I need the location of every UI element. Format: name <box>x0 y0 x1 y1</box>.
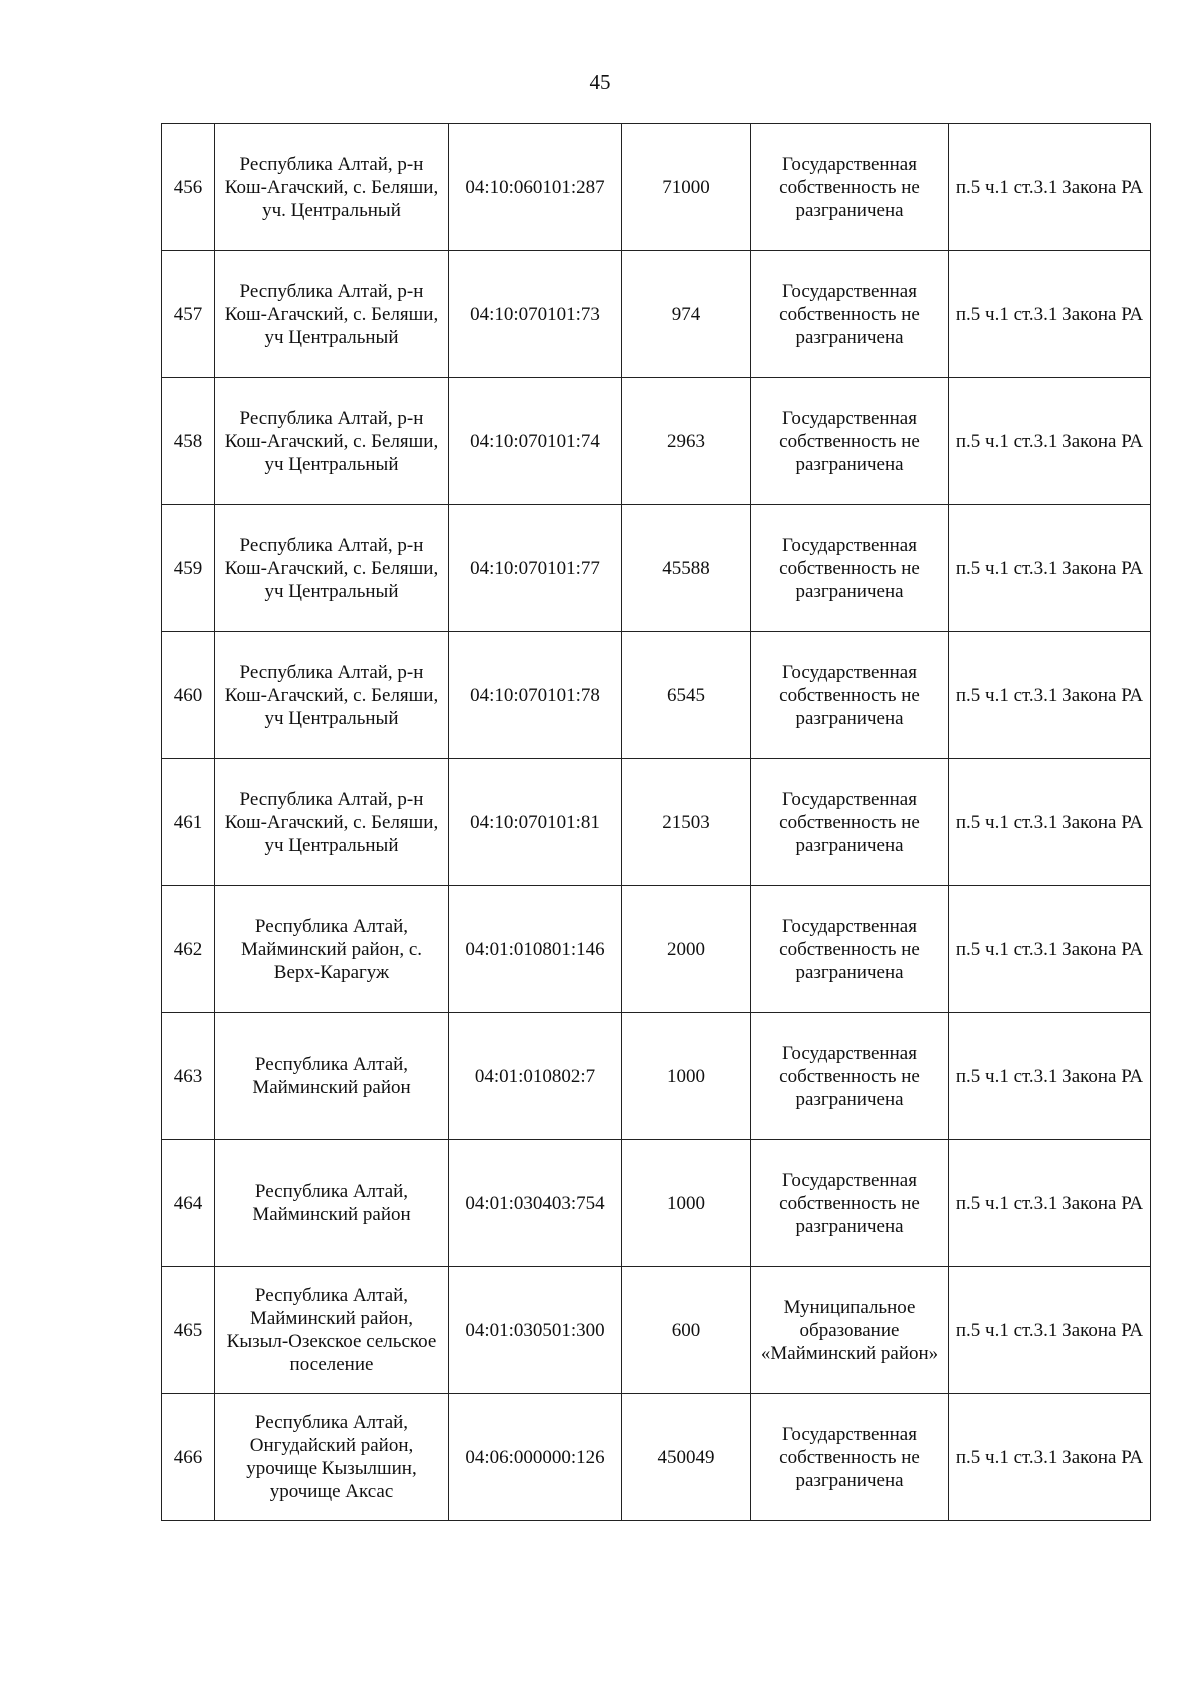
plot-area: 1000 <box>622 1013 751 1140</box>
ownership-type: Государственная собственность не разграничена <box>751 251 949 378</box>
cadastral-number: 04:01:010802:7 <box>449 1013 622 1140</box>
page-number: 45 <box>589 70 611 94</box>
cadastral-number: 04:10:070101:78 <box>449 632 622 759</box>
ownership-type: Государственная собственность не разграничена <box>751 505 949 632</box>
plot-area: 71000 <box>622 124 751 251</box>
ownership-type: Муниципальное образование «Майминский район» <box>751 1267 949 1394</box>
plot-address: Республика Алтай, Майминский район <box>215 1013 449 1140</box>
plot-address: Республика Алтай, Майминский район, Кызыл-Озекское сельское поселение <box>215 1267 449 1394</box>
legal-basis: п.5 ч.1 ст.3.1 Закона РА <box>949 1013 1151 1140</box>
row-number: 462 <box>162 886 215 1013</box>
row-number: 457 <box>162 251 215 378</box>
plot-area: 974 <box>622 251 751 378</box>
cadastral-number: 04:01:010801:146 <box>449 886 622 1013</box>
plot-area: 2000 <box>622 886 751 1013</box>
row-number: 465 <box>162 1267 215 1394</box>
ownership-type: Государственная собственность не разграничена <box>751 886 949 1013</box>
table-row <box>162 251 1151 378</box>
table-row <box>162 886 1151 1013</box>
legal-basis: п.5 ч.1 ст.3.1 Закона РА <box>949 886 1151 1013</box>
plot-address: Республика Алтай, р-н Кош-Агачский, с. Беляши, уч Центральный <box>215 251 449 378</box>
ownership-type: Государственная собственность не разграничена <box>751 632 949 759</box>
cadastral-number: 04:01:030403:754 <box>449 1140 622 1267</box>
row-number: 466 <box>162 1394 215 1521</box>
plot-area: 45588 <box>622 505 751 632</box>
cadastral-number: 04:01:030501:300 <box>449 1267 622 1394</box>
table-row <box>162 1013 1151 1140</box>
plot-address: Республика Алтай, Онгудайский район, урочище Кызылшин, урочище Аксас <box>215 1394 449 1521</box>
table-row <box>162 378 1151 505</box>
plot-address: Республика Алтай, р-н Кош-Агачский, с. Беляши, уч Центральный <box>215 505 449 632</box>
plot-area: 6545 <box>622 632 751 759</box>
plot-area: 21503 <box>622 759 751 886</box>
ownership-type: Государственная собственность не разграничена <box>751 1394 949 1521</box>
plot-area: 2963 <box>622 378 751 505</box>
cadastral-number: 04:10:070101:81 <box>449 759 622 886</box>
ownership-type: Государственная собственность не разграничена <box>751 1140 949 1267</box>
legal-basis: п.5 ч.1 ст.3.1 Закона РА <box>949 1140 1151 1267</box>
row-number: 456 <box>162 124 215 251</box>
cadastral-number: 04:06:000000:126 <box>449 1394 622 1521</box>
cadastral-number: 04:10:070101:73 <box>449 251 622 378</box>
row-number: 461 <box>162 759 215 886</box>
legal-basis: п.5 ч.1 ст.3.1 Закона РА <box>949 759 1151 886</box>
table-row <box>162 759 1151 886</box>
cadastral-number: 04:10:070101:74 <box>449 378 622 505</box>
plot-address: Республика Алтай, р-н Кош-Агачский, с. Беляши, уч Центральный <box>215 632 449 759</box>
legal-basis: п.5 ч.1 ст.3.1 Закона РА <box>949 1267 1151 1394</box>
cadastral-number: 04:10:060101:287 <box>449 124 622 251</box>
plot-area: 600 <box>622 1267 751 1394</box>
table-row <box>162 124 1151 251</box>
plot-address: Республика Алтай, Майминский район <box>215 1140 449 1267</box>
table-row <box>162 1267 1151 1394</box>
legal-basis: п.5 ч.1 ст.3.1 Закона РА <box>949 251 1151 378</box>
plot-address: Республика Алтай, р-н Кош-Агачский, с. Беляши, уч. Центральный <box>215 124 449 251</box>
table-row <box>162 505 1151 632</box>
ownership-type: Государственная собственность не разграничена <box>751 1013 949 1140</box>
plot-address: Республика Алтай, р-н Кош-Агачский, с. Беляши, уч Центральный <box>215 759 449 886</box>
plot-address: Республика Алтай, р-н Кош-Агачский, с. Беляши, уч Центральный <box>215 378 449 505</box>
table-row <box>162 1140 1151 1267</box>
row-number: 459 <box>162 505 215 632</box>
row-number: 458 <box>162 378 215 505</box>
plot-area: 1000 <box>622 1140 751 1267</box>
row-number: 464 <box>162 1140 215 1267</box>
legal-basis: п.5 ч.1 ст.3.1 Закона РА <box>949 1394 1151 1521</box>
ownership-type: Государственная собственность не разграничена <box>751 124 949 251</box>
legal-basis: п.5 ч.1 ст.3.1 Закона РА <box>949 505 1151 632</box>
legal-basis: п.5 ч.1 ст.3.1 Закона РА <box>949 124 1151 251</box>
legal-basis: п.5 ч.1 ст.3.1 Закона РА <box>949 378 1151 505</box>
table-row <box>162 1394 1151 1521</box>
row-number: 460 <box>162 632 215 759</box>
table-row <box>162 632 1151 759</box>
plot-address: Республика Алтай, Майминский район, с. Верх-Карагуж <box>215 886 449 1013</box>
ownership-type: Государственная собственность не разграничена <box>751 378 949 505</box>
land-plots-table <box>161 123 1151 1521</box>
legal-basis: п.5 ч.1 ст.3.1 Закона РА <box>949 632 1151 759</box>
cadastral-number: 04:10:070101:77 <box>449 505 622 632</box>
plot-area: 450049 <box>622 1394 751 1521</box>
row-number: 463 <box>162 1013 215 1140</box>
ownership-type: Государственная собственность не разграничена <box>751 759 949 886</box>
